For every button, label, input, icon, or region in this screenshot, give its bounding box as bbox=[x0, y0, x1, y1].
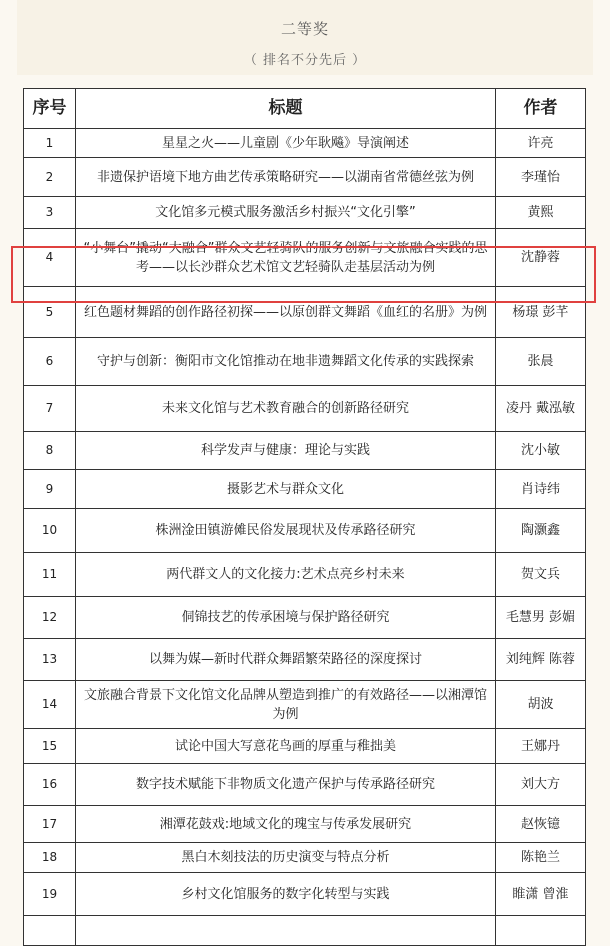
row-author: 王娜丹 bbox=[496, 729, 586, 764]
column-header-author: 作者 bbox=[496, 89, 586, 129]
row-number: 5 bbox=[24, 287, 76, 338]
row-number: 10 bbox=[24, 509, 76, 553]
row-number: 6 bbox=[24, 338, 76, 386]
row-author: 睢潇 曾淮 bbox=[496, 873, 586, 916]
row-author: 肖诗纬 bbox=[496, 470, 586, 509]
row-author: 杨璟 彭芊 bbox=[496, 287, 586, 338]
row-title: 数字技术赋能下非物质文化遗产保护与传承路径研究 bbox=[76, 764, 496, 806]
row-author: 刘纯辉 陈蓉 bbox=[496, 639, 586, 681]
row-number: 15 bbox=[24, 729, 76, 764]
left-edge-gap bbox=[0, 728, 23, 933]
table-row bbox=[24, 873, 586, 916]
row-author: 陈艳兰 bbox=[496, 843, 586, 873]
row-number: 16 bbox=[24, 764, 76, 806]
column-header-title: 标题 bbox=[76, 89, 496, 129]
row-author: 李瑾怡 bbox=[496, 158, 586, 197]
row-author: 陶灏鑫 bbox=[496, 509, 586, 553]
row-title: 非遗保护语境下地方曲艺传承策略研究——以湖南省常德丝弦为例 bbox=[76, 158, 496, 197]
table-row-partial bbox=[24, 916, 586, 946]
row-number: 11 bbox=[24, 553, 76, 597]
row-title: 守护与创新：衡阳市文化馆推动在地非遗舞蹈文化传承的实践探索 bbox=[76, 338, 496, 386]
row-author: 赵恢镱 bbox=[496, 806, 586, 843]
row-title: 以舞为媒—新时代群众舞蹈繁荣路径的深度探讨 bbox=[76, 639, 496, 681]
row-number: 18 bbox=[24, 843, 76, 873]
row-title: 文化馆多元模式服务激活乡村振兴“文化引擎” bbox=[76, 197, 496, 229]
table-row bbox=[24, 553, 586, 597]
table-row bbox=[24, 597, 586, 639]
row-author: 毛慧男 彭媚 bbox=[496, 597, 586, 639]
row-title: 两代群文人的文化接力:艺术点亮乡村未来 bbox=[76, 553, 496, 597]
table-row bbox=[24, 729, 586, 764]
table-row bbox=[24, 639, 586, 681]
row-number bbox=[24, 916, 76, 946]
row-title: 试论中国大写意花鸟画的厚重与稚拙美 bbox=[76, 729, 496, 764]
row-number: 19 bbox=[24, 873, 76, 916]
award-title: 二等奖 bbox=[280, 20, 329, 38]
row-title: 侗锦技艺的传承困境与保护路径研究 bbox=[76, 597, 496, 639]
row-title: 黑白木刻技法的历史演变与特点分析 bbox=[76, 843, 496, 873]
table-row bbox=[24, 229, 586, 287]
row-author: 许亮 bbox=[496, 129, 586, 158]
table-row bbox=[24, 806, 586, 843]
row-number: 12 bbox=[24, 597, 76, 639]
table-row bbox=[24, 432, 586, 470]
row-number: 1 bbox=[24, 129, 76, 158]
row-author: 胡波 bbox=[496, 681, 586, 729]
row-number: 2 bbox=[24, 158, 76, 197]
row-number: 3 bbox=[24, 197, 76, 229]
table-row bbox=[24, 470, 586, 509]
table-row bbox=[24, 287, 586, 338]
table-row bbox=[24, 129, 586, 158]
row-author: 沈小敏 bbox=[496, 432, 586, 470]
row-number: 17 bbox=[24, 806, 76, 843]
award-table bbox=[23, 88, 586, 946]
column-header-number: 序号 bbox=[24, 89, 76, 129]
table-row bbox=[24, 681, 586, 729]
table-row bbox=[24, 509, 586, 553]
row-number: 7 bbox=[24, 386, 76, 432]
table-row bbox=[24, 197, 586, 229]
ranking-note: （ 排名不分先后 ） bbox=[243, 53, 367, 68]
row-title: “小舞台”撬动“大融合”群众文艺轻骑队的服务创新与文旅融合实践的思考——以长沙群众艺术馆文艺轻骑队走基层活动为例 bbox=[76, 229, 496, 287]
row-author: 黄熙 bbox=[496, 197, 586, 229]
row-number: 8 bbox=[24, 432, 76, 470]
table-row bbox=[24, 158, 586, 197]
row-author: 刘大方 bbox=[496, 764, 586, 806]
row-number: 9 bbox=[24, 470, 76, 509]
row-number: 14 bbox=[24, 681, 76, 729]
row-title: 摄影艺术与群众文化 bbox=[76, 470, 496, 509]
table-row bbox=[24, 338, 586, 386]
row-title: 株洲淦田镇游傩民俗发展现状及传承路径研究 bbox=[76, 509, 496, 553]
table-header-row bbox=[24, 89, 586, 129]
row-author: 凌丹 戴泓敏 bbox=[496, 386, 586, 432]
row-author: 贺文兵 bbox=[496, 553, 586, 597]
row-author: 张晨 bbox=[496, 338, 586, 386]
table-row bbox=[24, 386, 586, 432]
row-author: 沈静蓉 bbox=[496, 229, 586, 287]
table-row bbox=[24, 843, 586, 873]
row-title: 星星之火——儿童剧《少年耿飚》导演阐述 bbox=[76, 129, 496, 158]
row-title: 科学发声与健康：理论与实践 bbox=[76, 432, 496, 470]
row-title bbox=[76, 916, 496, 946]
row-number: 4 bbox=[24, 229, 76, 287]
table-row bbox=[24, 764, 586, 806]
row-title: 未来文化馆与艺术教育融合的创新路径研究 bbox=[76, 386, 496, 432]
row-title: 湘潭花鼓戏:地域文化的瑰宝与传承发展研究 bbox=[76, 806, 496, 843]
row-number: 13 bbox=[24, 639, 76, 681]
row-title: 红色题材舞蹈的创作路径初探——以原创群文舞蹈《血红的名册》为例 bbox=[76, 287, 496, 338]
row-title: 文旅融合背景下文化馆文化品牌从塑造到推广的有效路径——以湘潭馆为例 bbox=[76, 681, 496, 729]
row-title: 乡村文化馆服务的数字化转型与实践 bbox=[76, 873, 496, 916]
row-author bbox=[496, 916, 586, 946]
